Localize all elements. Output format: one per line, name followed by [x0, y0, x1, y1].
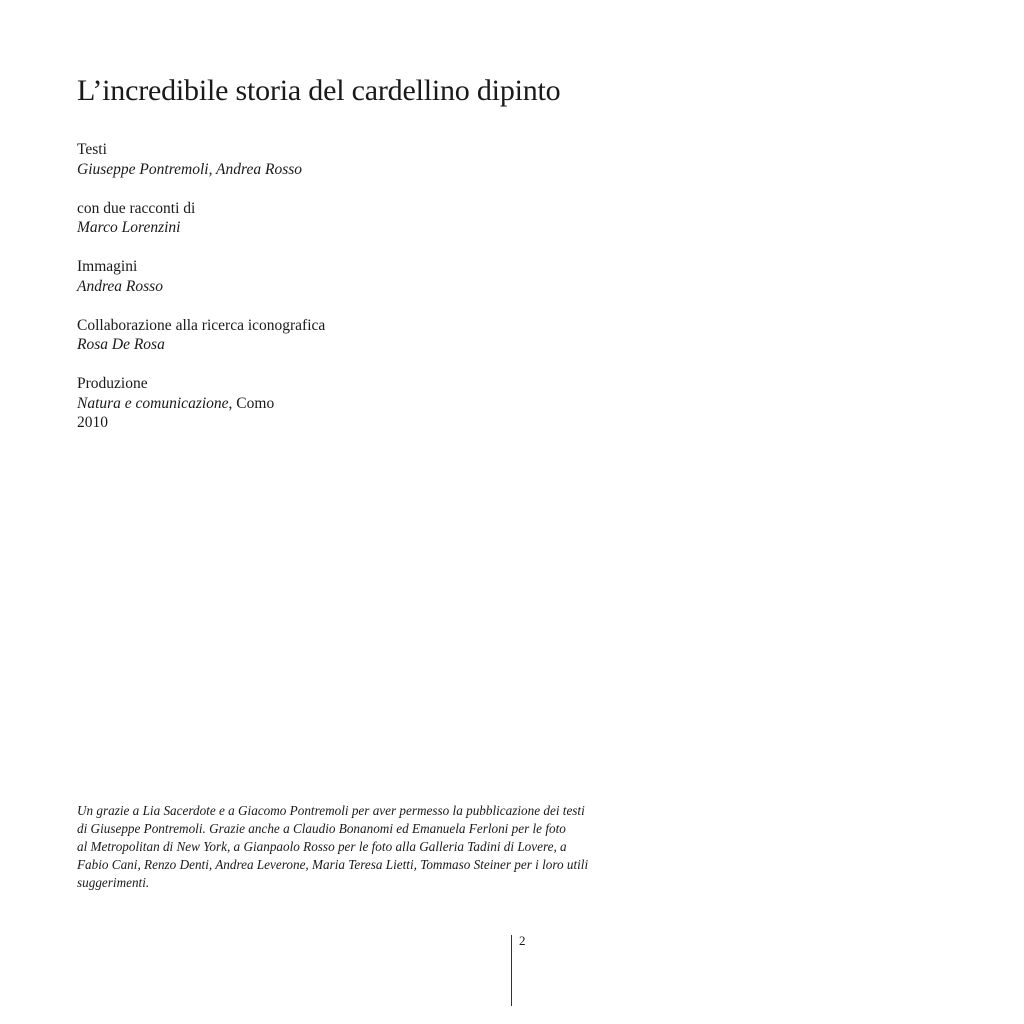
credit-block-stories — [77, 199, 325, 238]
credit-block-texts — [77, 140, 325, 179]
credit-name — [77, 335, 325, 355]
page-number: 2 — [519, 933, 526, 948]
acknowledgements-line: Fabio Cani, Renzo Denti, Andrea Leverone, Maria Teresa Lietti, Tommaso Steiner per i loro utili — [77, 857, 589, 872]
credit-name — [77, 394, 325, 414]
page-title: L’incredibile storia del cardellino dipinto — [77, 74, 561, 107]
credit-name-italic: Natura e comunicazione — [77, 394, 229, 412]
acknowledgements-line: suggerimenti. — [77, 875, 150, 890]
credit-name-italic: Andrea Rosso — [77, 277, 163, 295]
acknowledgements-line: di Giuseppe Pontremoli. Grazie anche a Claudio Bonanomi ed Emanuela Ferloni per le foto — [77, 821, 566, 836]
credit-role: Collaborazione alla ricerca iconografica — [77, 316, 326, 334]
credits-section — [77, 140, 325, 452]
acknowledgements — [77, 802, 667, 892]
acknowledgements-line: al Metropolitan di New York, a Gianpaolo Rosso per le foto alla Galleria Tadini di Lovere, a — [77, 839, 567, 854]
credit-name-italic: Giuseppe Pontremoli, Andrea Rosso — [77, 160, 303, 178]
credit-name-suffix: , Como — [228, 394, 275, 412]
credit-role: Immagini — [77, 258, 138, 275]
credit-block-production — [77, 374, 325, 433]
credit-name — [77, 218, 325, 238]
credit-block-images — [77, 257, 325, 296]
credit-name — [77, 277, 325, 297]
credit-name-italic: Rosa De Rosa — [77, 336, 165, 353]
credit-role: con due racconti di — [77, 199, 196, 217]
credit-name-italic: Marco Lorenzini — [77, 219, 181, 236]
acknowledgements-line: Un grazie a Lia Sacerdote e a Giacomo Pontremoli per aver permesso la pubblicazione dei testi — [77, 803, 585, 818]
credit-name — [77, 160, 325, 180]
credit-year: 2010 — [77, 414, 108, 431]
page-number-rule — [511, 935, 512, 1006]
credit-block-research — [77, 316, 325, 355]
credit-role: Testi — [77, 141, 107, 158]
credit-role: Produzione — [77, 375, 148, 392]
